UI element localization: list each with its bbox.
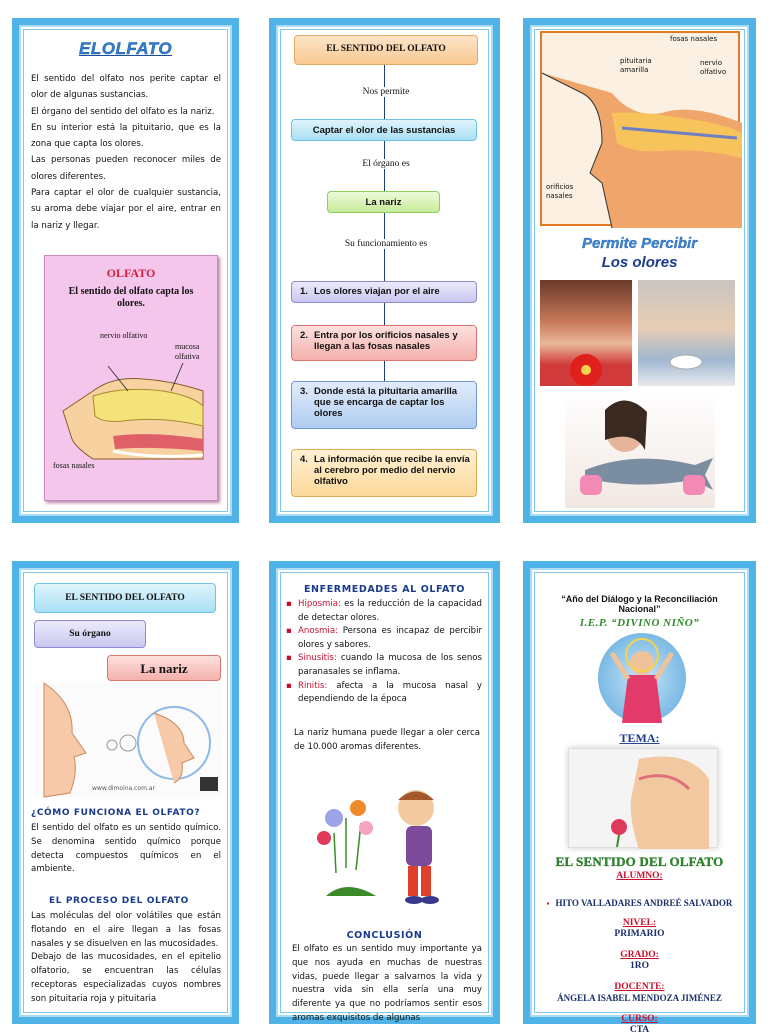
panel-cover	[523, 561, 756, 1035]
bullet-icon: ▪	[546, 899, 550, 908]
bullet-icon: ▪	[286, 626, 292, 637]
step-item	[291, 325, 477, 361]
panel-como-funciona	[12, 561, 239, 1024]
connector-label: El órgano es	[316, 159, 456, 169]
text-proceso	[31, 910, 221, 1007]
step-text: Donde está la pituitaria amarilla que se encarga de captar los olores	[314, 386, 458, 419]
flower-illustration	[540, 280, 632, 386]
photo-man-coffee	[638, 280, 735, 386]
disease-item	[286, 625, 482, 652]
step-text: Los olores viajan por el aire	[314, 286, 440, 297]
organ-value-box: La nariz	[107, 655, 221, 681]
paragraph: Para captar el olor de cualquier sustancia, su aroma debe viajar por el aire, entrar en la nariz y llegar.	[31, 188, 221, 231]
conclusion-text: El olfato es un sentido muy importante ya que nos ayuda en muchas de nuestras vidas, puede llegar a salvarnos la vida y nuestra vida sin ella sería una muy diferente ya que no podríamos sentir esos aromas exquisitos de algunas	[292, 944, 482, 1023]
disease-item	[286, 652, 482, 679]
head-profile-illustration	[569, 749, 719, 849]
label-nervio: nervio olfativo	[700, 59, 727, 76]
concept-box-captar: Captar el olor de las sustancias	[291, 119, 477, 141]
face-profile-svg	[34, 683, 222, 797]
disease-text: es la reducción de la capacidad de detectar olores.	[298, 599, 482, 623]
site-credit: www.dimoina.com.ar	[92, 785, 155, 792]
disease-text: cuando la mucosa de los senos paranasales se inflama.	[298, 653, 482, 677]
conclusion-title: CONCLUSIÓN	[346, 930, 423, 941]
disease-name: Rinitis:	[298, 680, 328, 691]
connector-label: Su funcionamiento es	[306, 239, 466, 249]
label-nervio: nervio olfativo	[100, 331, 148, 340]
nose-cross-section-illustration	[53, 351, 213, 461]
heading-como-funciona: ¿CÓMO FUNCIONA EL OLFATO?	[31, 808, 201, 818]
bullet-icon: ▪	[286, 599, 292, 609]
step-text: La información que recibe la envía al cerebro por medio del nervio olfativo	[314, 454, 470, 487]
step-item	[291, 381, 477, 429]
step-text: Entra por los orificios nasales y llegan a las fosas nasales	[314, 330, 458, 352]
panel-el-olfato	[12, 18, 239, 523]
paragraph: Las moléculas del olor volátiles que están flotando en el aire llegan a las fosas nasales y se disuelven en las mucosidades.	[31, 911, 221, 949]
paragraph: Debajo de las mucosidades, en el epitelio olfatorio, se encuentran las células receptoras especializadas cuyos nombres son pituitaria roja y pituitaria	[31, 952, 221, 1004]
paragraph: Las personas pueden reconocer miles de olores diferentes.	[31, 155, 221, 182]
child-figure-illustration	[598, 633, 686, 723]
panel-concept-map	[269, 18, 500, 523]
label-fosas: fosas nasales	[53, 461, 95, 470]
alumno-name: HITO VALLADARES ANDREÉ SALVADOR	[555, 898, 733, 908]
cartoon-svg	[306, 778, 466, 908]
text-como-funciona: El sentido del olfato es un sentido químico. Se denomina sentido químico porque detecta compuestos químicos en el ambiente.	[31, 823, 221, 875]
step-number: 1.	[300, 286, 308, 297]
panel-percibir	[523, 18, 756, 523]
disease-item	[286, 598, 482, 625]
paragraph: El órgano del sentido del olfato es la nariz.	[31, 106, 215, 117]
heading-proceso: EL PROCESO DEL OLFATO	[49, 896, 189, 906]
bullet-icon: ▪	[286, 653, 292, 664]
disease-name: Hiposmia:	[298, 599, 341, 609]
label-fosas: fosas nasales	[670, 35, 718, 43]
label-pituitaria: pituitaria amarilla	[620, 57, 652, 74]
nivel-label: NIVEL:	[622, 918, 657, 928]
concept-title-box: EL SENTIDO DEL OLFATO	[294, 35, 478, 65]
year-motto: “Año del Diálogo y la Reconciliación Nacional”	[561, 594, 718, 614]
alumno-label: ALUMNO:	[616, 871, 663, 881]
concept-box-nariz: La nariz	[327, 191, 440, 213]
curso-label: CURSO:	[621, 1014, 658, 1024]
panel-title: ELOLFATO	[79, 39, 173, 58]
figure-heading: OLFATO	[106, 266, 156, 280]
nose-profile-illustration	[34, 683, 222, 797]
step-number: 2.	[300, 330, 308, 341]
photo-woman-flower	[540, 280, 632, 386]
docente-value: ÁNGELA ISABEL MENDOZA JIMÉNEZ	[557, 993, 722, 1003]
topic-diagram	[568, 748, 718, 848]
paragraph: El sentido del olfato nos perite captar el olor de algunas sustancias.	[31, 74, 221, 101]
label-mucosa: mucosa olfativa	[175, 342, 200, 361]
divino-nino-image	[598, 633, 686, 723]
headline-permite: Permite Percibir	[581, 235, 698, 252]
nivel-value: PRIMARIO	[614, 929, 665, 939]
step-number: 4.	[300, 454, 308, 465]
grado-label: GRADO:	[620, 950, 659, 960]
connector-label: Nos permite	[316, 87, 456, 97]
fact-text: La nariz humana puede llegar a oler cerca de 10.000 aromas diferentes.	[294, 728, 480, 752]
intro-text	[31, 71, 221, 234]
figure-caption: El sentido del olfato capta los olores.	[68, 286, 194, 309]
topic-title: EL SENTIDO DEL OLFATO	[555, 854, 724, 869]
diseases-title: ENFERMEDADES AL OLFATO	[303, 584, 466, 595]
headline-olores: Los olores	[601, 254, 678, 271]
step-item	[291, 449, 477, 497]
alumno-value	[530, 898, 749, 908]
school-name: I.E.P. “DIVINO NIÑO”	[579, 617, 700, 629]
section-title-box: EL SENTIDO DEL OLFATO	[34, 583, 216, 613]
boy-smelling-flowers-illustration	[306, 778, 466, 908]
step-item	[291, 281, 477, 303]
step-number: 3.	[300, 386, 308, 397]
olfato-figure	[44, 255, 218, 501]
photo-woman-fish	[565, 390, 715, 508]
diseases-list	[286, 598, 482, 707]
panel-enfermedades	[269, 561, 500, 1024]
coffee-cup-illustration	[638, 280, 735, 386]
organ-label-box: Su órgano	[34, 620, 146, 648]
label-orificios: orificios nasales	[546, 183, 574, 200]
nose-diagram	[540, 31, 740, 226]
disease-text: Persona es incapaz de percibir olores y sabores.	[298, 626, 482, 650]
disease-text: afecta a la mucosa nasal y dependiendo de la época	[298, 680, 482, 705]
fish-illustration	[565, 390, 715, 508]
grado-value: 1RO	[630, 961, 649, 971]
bullet-icon: ▪	[286, 680, 292, 691]
curso-value: CTA	[629, 1025, 650, 1035]
disease-name: Sinusitis:	[298, 653, 337, 664]
disease-name: Anosmia:	[298, 626, 338, 637]
docente-label: DOCENTE:	[614, 982, 665, 992]
paragraph: En su interior está la pituitario, que es la zona que capta los olores.	[31, 122, 221, 150]
tema-label: TEMA:	[619, 731, 660, 745]
disease-item	[286, 680, 482, 707]
